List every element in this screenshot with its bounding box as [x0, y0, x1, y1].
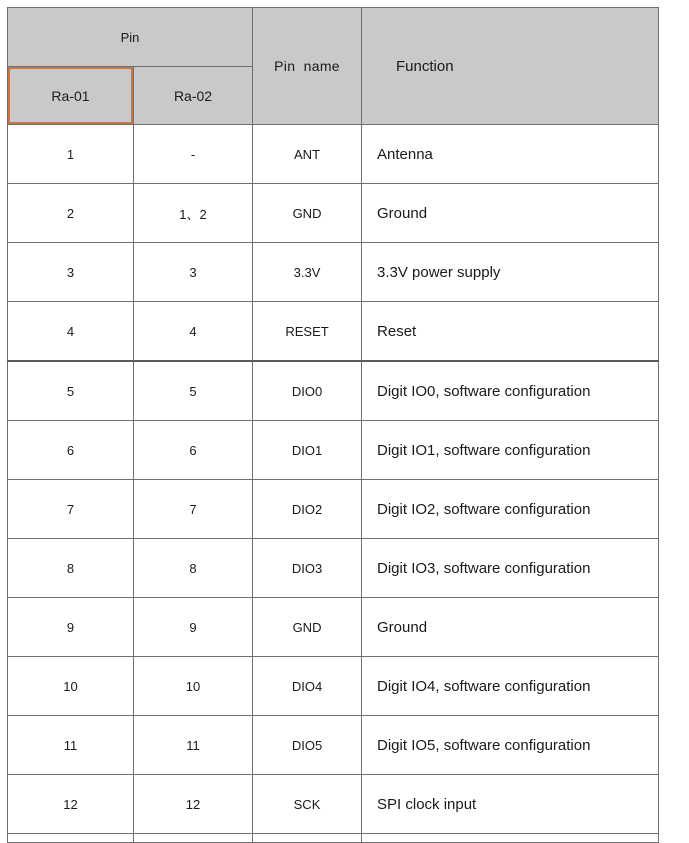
cell-pin-name: RESET [253, 302, 362, 362]
cell-ra02: 1、2 [134, 184, 253, 243]
empty-cell [362, 834, 659, 843]
cell-pin-name: DIO5 [253, 716, 362, 775]
cell-ra02: 8 [134, 539, 253, 598]
cell-pin-name: DIO0 [253, 361, 362, 421]
cell-function: Digit IO5, software configuration [362, 716, 659, 775]
cell-function: Antenna [362, 125, 659, 184]
cell-ra02: 9 [134, 598, 253, 657]
cell-ra02: 3 [134, 243, 253, 302]
cell-pin-name: 3.3V [253, 243, 362, 302]
cell-pin-name: DIO3 [253, 539, 362, 598]
table-row [8, 480, 659, 539]
cell-ra01: 5 [8, 361, 134, 421]
table-row [8, 775, 659, 834]
cell-pin-name: ANT [253, 125, 362, 184]
cell-ra01: 7 [8, 480, 134, 539]
cell-ra01: 4 [8, 302, 134, 362]
cell-function: Digit IO2, software configuration [362, 480, 659, 539]
cell-function: 3.3V power supply [362, 243, 659, 302]
table-row [8, 539, 659, 598]
table-row [8, 716, 659, 775]
table-row [8, 657, 659, 716]
header-function [362, 8, 659, 125]
cell-function: SPI clock input [362, 775, 659, 834]
cell-pin-name: GND [253, 598, 362, 657]
cell-ra01: 10 [8, 657, 134, 716]
cell-pin-name: DIO4 [253, 657, 362, 716]
table-row [8, 302, 659, 362]
table-row-partial [8, 834, 659, 843]
cell-function: Reset [362, 302, 659, 362]
cell-ra01: 2 [8, 184, 134, 243]
cell-ra02: 10 [134, 657, 253, 716]
cell-pin-name: DIO1 [253, 421, 362, 480]
cell-ra02: 7 [134, 480, 253, 539]
table-row [8, 125, 659, 184]
table-row [8, 421, 659, 480]
header-pin-name [253, 8, 362, 125]
table-row [8, 361, 659, 421]
cell-function: Digit IO4, software configuration [362, 657, 659, 716]
cell-ra02: 5 [134, 361, 253, 421]
cell-selection-outline [8, 67, 133, 124]
cell-pin-name: SCK [253, 775, 362, 834]
cell-ra01: 6 [8, 421, 134, 480]
header-pin-name-label: Pin name [274, 58, 340, 74]
table-body [8, 125, 659, 843]
cell-ra01: 9 [8, 598, 134, 657]
table-row [8, 243, 659, 302]
cell-ra02: 11 [134, 716, 253, 775]
empty-cell [253, 834, 362, 843]
cell-function: Digit IO3, software configuration [362, 539, 659, 598]
empty-cell [8, 834, 134, 843]
header-row [8, 8, 659, 67]
header-ra01-cell[interactable] [8, 67, 134, 125]
table-row [8, 184, 659, 243]
cell-function: Ground [362, 598, 659, 657]
cell-ra01: 11 [8, 716, 134, 775]
empty-cell [134, 834, 253, 843]
cell-ra01: 1 [8, 125, 134, 184]
cell-function: Digit IO1, software configuration [362, 421, 659, 480]
header-ra02-cell [134, 67, 253, 125]
cell-ra02: 6 [134, 421, 253, 480]
cell-pin-name: DIO2 [253, 480, 362, 539]
cell-ra01: 8 [8, 539, 134, 598]
cell-function: Ground [362, 184, 659, 243]
table-row [8, 598, 659, 657]
cell-ra02: - [134, 125, 253, 184]
header-pin-label: Pin [120, 29, 140, 45]
cell-ra01: 12 [8, 775, 134, 834]
header-function-label: Function [396, 57, 454, 75]
cell-function: Digit IO0, software configuration [362, 361, 659, 421]
header-pin [8, 8, 253, 67]
header-ra01-label: Ra-01 [51, 87, 90, 104]
cell-ra01: 3 [8, 243, 134, 302]
cell-ra02: 12 [134, 775, 253, 834]
pin-definition-table [7, 7, 659, 843]
header-ra02-label: Ra-02 [173, 87, 213, 104]
cell-pin-name: GND [253, 184, 362, 243]
cell-ra02: 4 [134, 302, 253, 362]
